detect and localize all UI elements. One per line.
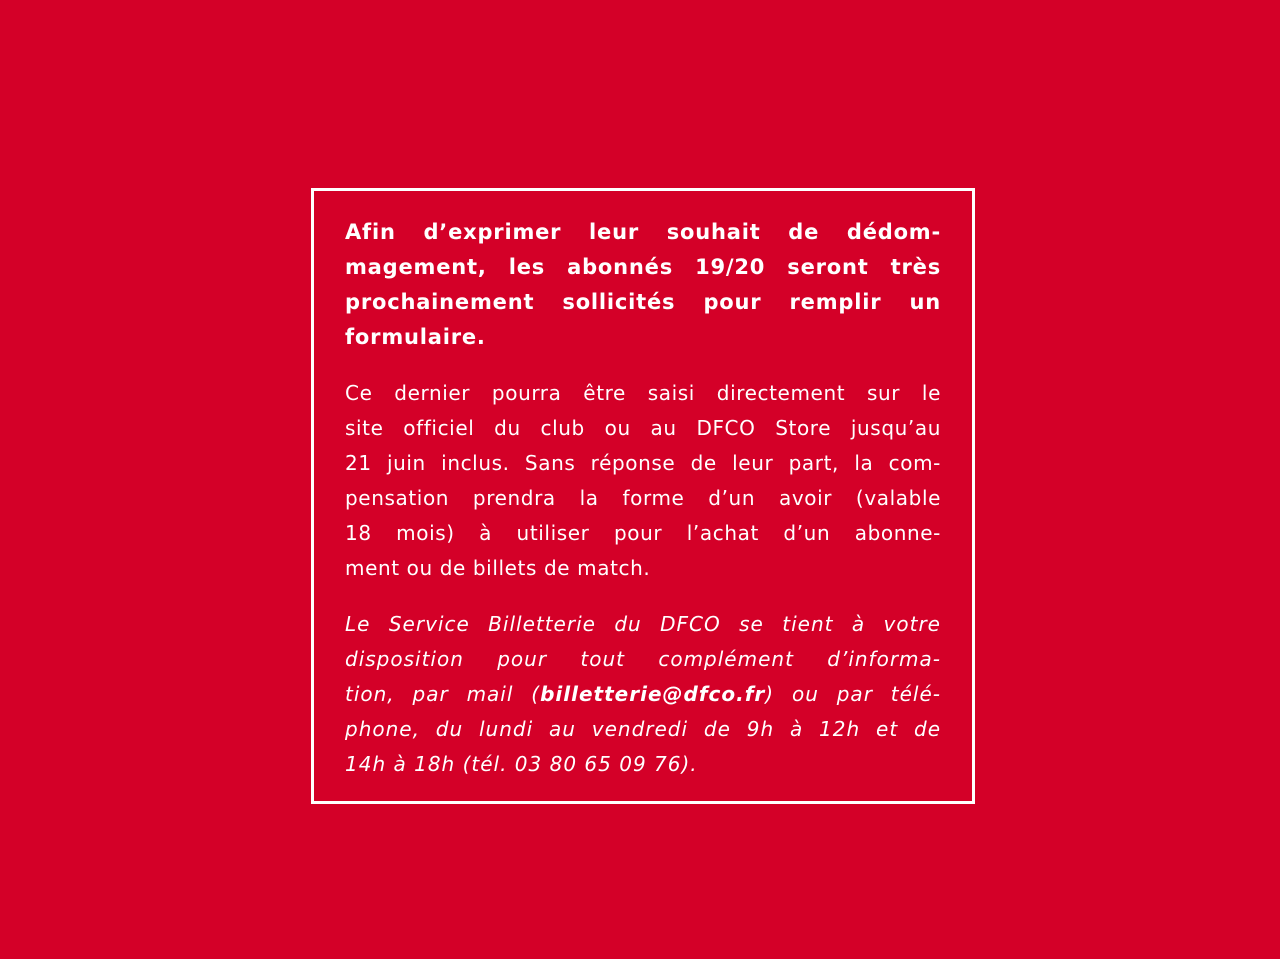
note-line: phone, du lundi au vendredi de 9h à 12h et de: [345, 717, 941, 741]
note-text: tion, par mail (: [345, 682, 541, 706]
body-line: 21 juin inclus. Sans réponse de leur part, la com-: [345, 451, 941, 475]
note-line: disposition pour tout complément d’informa-: [345, 647, 941, 671]
lead-paragraph: [345, 215, 941, 355]
body-line: 18 mois) à utiliser pour l’achat d’un abonne-: [345, 521, 941, 545]
email-link[interactable]: billetterie@dfco.fr: [540, 682, 766, 706]
body-line: site officiel du club ou au DFCO Store jusqu’au: [345, 416, 941, 440]
body-line: ment ou de billets de match.: [345, 556, 651, 580]
body-paragraph: [345, 376, 941, 586]
lead-line: formulaire.: [345, 325, 486, 349]
info-box: [311, 188, 975, 804]
note-line: 14h à 18h (tél. 03 80 65 09 76).: [345, 752, 698, 776]
note-text: ) ou par télé-: [765, 682, 941, 706]
info-content: [345, 215, 941, 782]
body-line: pensation prendra la forme d’un avoir (valable: [345, 486, 941, 510]
contact-note: [345, 607, 941, 782]
note-line: Le Service Billetterie du DFCO se tient à votre: [345, 612, 941, 636]
lead-line: magement, les abonnés 19/20 seront très: [345, 255, 941, 279]
body-line: Ce dernier pourra être saisi directement sur le: [345, 381, 941, 405]
lead-line: Afin d’exprimer leur souhait de dédom-: [345, 220, 941, 244]
note-line: [345, 677, 941, 712]
lead-line: prochainement sollicités pour remplir un: [345, 290, 941, 314]
